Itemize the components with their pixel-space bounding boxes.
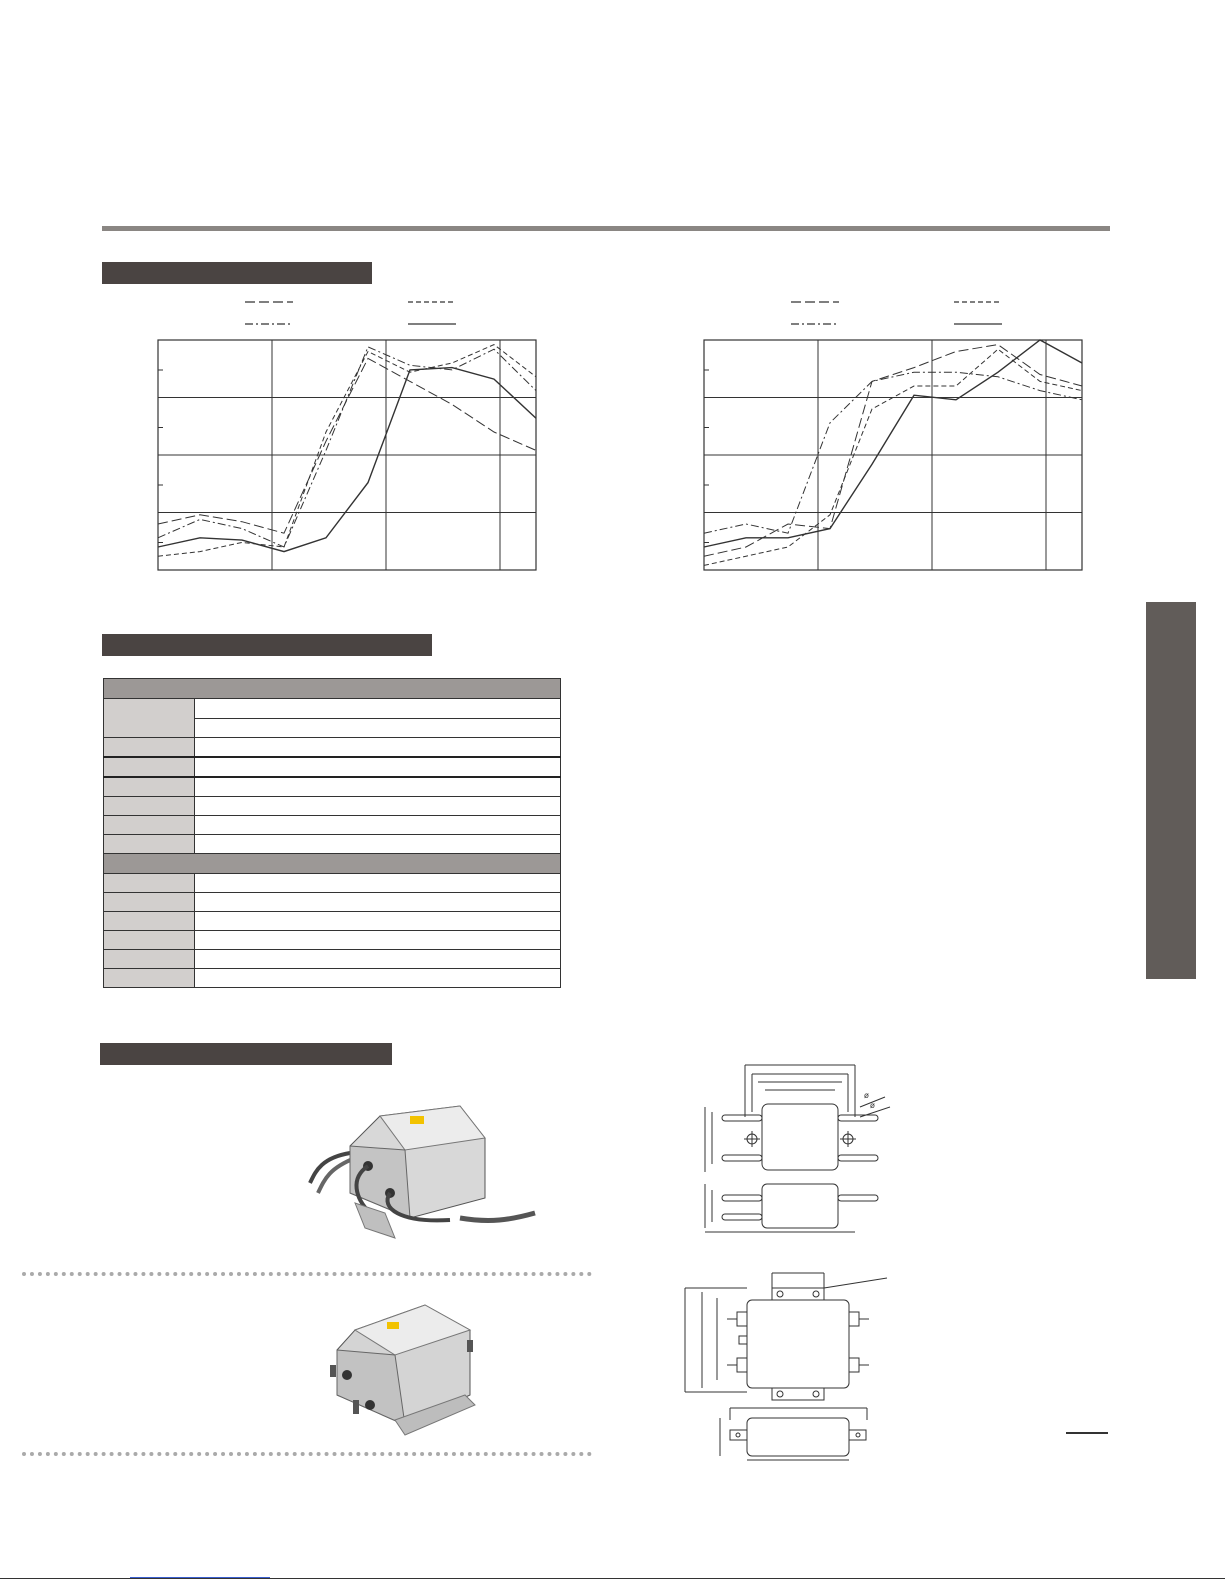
- spec-row-label: [104, 950, 195, 969]
- spec-row-label: [104, 835, 195, 854]
- series-line-solid: [704, 340, 1082, 547]
- spec-row-label: [104, 738, 195, 758]
- series-line-dashed: [704, 349, 1082, 565]
- spec-row-value: [195, 738, 561, 758]
- dimension-drawing-1: [700, 1062, 900, 1237]
- spec-row-label: [104, 969, 195, 988]
- attenuation-chart-2: [696, 296, 1096, 586]
- specifications-section-bar: [102, 634, 432, 656]
- series-line-long-dash: [158, 358, 536, 533]
- spec-row-label: [104, 816, 195, 835]
- spec-row-value: [195, 912, 561, 931]
- spec-row-value: [195, 835, 561, 854]
- appearance-section-bar: [100, 1043, 392, 1065]
- series-line-solid: [158, 368, 536, 552]
- spec-row-label: [104, 757, 195, 777]
- product-photo-single-phase: [310, 1098, 540, 1248]
- spec-row-value: [195, 718, 561, 738]
- spec-row-value: [195, 777, 561, 797]
- spec-row-value: [195, 874, 561, 893]
- spec-row-value: [195, 797, 561, 816]
- spec-group-2-header: [104, 854, 561, 874]
- page-mark-rule: [1066, 1432, 1108, 1434]
- footer-rule: [0, 1578, 1225, 1579]
- spec-row-label: [104, 912, 195, 931]
- footer-link-underline[interactable]: [130, 1577, 270, 1578]
- spec-row-label: [104, 931, 195, 950]
- dotted-divider: [22, 1272, 592, 1276]
- spec-row-value: [195, 931, 561, 950]
- spec-row-label: [104, 699, 195, 738]
- spec-row-value: [195, 969, 561, 988]
- dimension-drawing-2: [682, 1270, 892, 1470]
- spec-row-value: [195, 893, 561, 912]
- svg-text:ø: ø: [870, 1101, 875, 1110]
- side-index-tab[interactable]: [1146, 602, 1196, 979]
- spec-row-value: [195, 699, 561, 719]
- attenuation-section-bar: [102, 262, 372, 284]
- spec-row-label: [104, 874, 195, 893]
- attenuation-chart-1: [150, 296, 550, 586]
- spec-group-1-header: [104, 679, 561, 699]
- dotted-divider: [22, 1452, 592, 1456]
- series-line-dash-dot: [704, 372, 1082, 533]
- product-photo-three-phase: [325, 1300, 485, 1438]
- spec-row-label: [104, 893, 195, 912]
- spec-row-label: [104, 797, 195, 816]
- spec-row-value: [195, 950, 561, 969]
- header-rule: [102, 226, 1110, 231]
- svg-text:ø: ø: [864, 1091, 869, 1100]
- spec-row-value: [195, 757, 561, 777]
- spec-table: [103, 678, 561, 988]
- spec-row-label: [104, 777, 195, 797]
- spec-row-value: [195, 816, 561, 835]
- series-line-dashed: [158, 345, 536, 557]
